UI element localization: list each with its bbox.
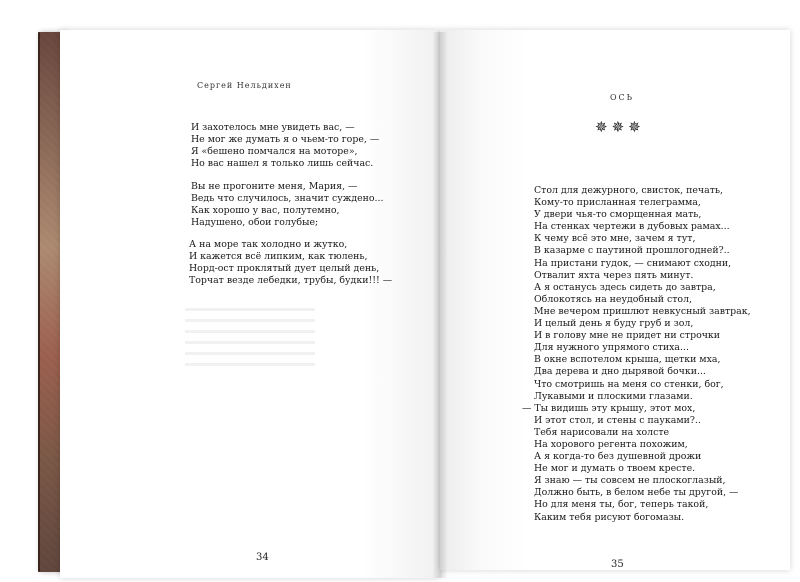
verse-line: И этот стол, и стены с пауками?..	[534, 414, 701, 426]
verse-line: Должно быть, в белом небе ты другой, —	[534, 487, 739, 499]
verse-line: Как хорошо у вас, полутемно,	[191, 205, 340, 216]
stanza-2	[191, 181, 384, 229]
verse-line: Что смотришь на меня со стенки, бог,	[534, 378, 724, 390]
verse-line: Тебя нарисовали на холсте	[534, 426, 670, 438]
verse-line: Лукавыми и плоскими глазами.	[534, 390, 693, 402]
stanza-3	[189, 239, 392, 287]
verse-line: Надушено, обои голубые;	[191, 217, 319, 228]
verse-line: И целый день я буду груб и зол,	[534, 318, 694, 330]
verse-line: А я останусь здесь сидеть до завтра,	[534, 281, 716, 293]
left-page-number: 34	[256, 552, 269, 563]
verse-line: На хорового регента похожим,	[534, 438, 688, 450]
verse-line: Торчат везде лебедки, трубы, будки!!! —	[189, 275, 393, 286]
verse-line: Отвалит яхта через пять минут.	[534, 269, 694, 281]
verse-line: Я «бешено помчался на моторе»,	[191, 146, 358, 157]
verse-line: — Ты видишь эту крышу, этот мох,	[522, 402, 696, 414]
verse-line: И кажется всё липким, как тюлень,	[189, 251, 368, 262]
verse-line: Норд-ост проклятый дует целый день,	[189, 263, 380, 274]
verse-line: Но для меня ты, бог, теперь такой,	[534, 499, 709, 511]
verse-line: Вы не прогоните меня, Мария, —	[191, 181, 358, 192]
right-page-number: 35	[611, 559, 624, 570]
verse-line: И в голову мне не придет ни строчки	[534, 330, 721, 342]
verse-line: А на море так холодно и жутко,	[189, 239, 348, 250]
three-stars-ornament: ✵✵✵	[595, 118, 645, 136]
verse-line: Стол для дежурного, свисток, печать,	[534, 185, 723, 196]
book-gutter	[433, 32, 447, 578]
verse-line: Два дерева и дно дырявой бочки...	[534, 366, 706, 378]
verse-line: На стенках чертежи в дубовых рамах...	[534, 221, 730, 233]
verse-line: Не мог и думать о твоем кресте.	[534, 463, 696, 475]
poem-body	[522, 185, 751, 524]
verse-line: Ведь что случилось, значит суждено...	[191, 193, 384, 204]
verse-line: Для нужного упрямого стиха...	[534, 342, 689, 354]
show-through-text	[185, 300, 315, 374]
left-running-head: Сергей Нельдихен	[197, 81, 292, 90]
verse-line: Мне вечером пришлют невкусный завтрак,	[534, 305, 751, 317]
verse-line: Не мог же думать я о чьем-то горе, —	[191, 134, 380, 145]
verse-line: У двери чья-то сморщенная мать,	[534, 209, 702, 221]
verse-line: И захотелось мне увидеть вас, —	[191, 122, 355, 133]
verse-line: Я знаю — ты совсем не плоскоглазый,	[534, 475, 726, 487]
verse-line: Но вас нашел я только лишь сейчас.	[191, 158, 374, 169]
verse-line: Кому-то присланная телеграмма,	[534, 197, 701, 209]
right-running-head: ОСЬ	[610, 93, 635, 102]
verse-line: Облокотясь на неудобный стол,	[534, 293, 693, 305]
verse-line: А я когда-то без душевной дрожи	[534, 451, 702, 463]
verse-line: К чему всё это мне, зачем я тут,	[534, 233, 696, 245]
verse-line: В казарме с паутиной прошлогодней?..	[534, 245, 730, 257]
stanza-1	[191, 122, 379, 170]
verse-line: На пристани гудок, — снимают сходни,	[534, 257, 732, 269]
verse-line: Каким тебя рисуют богомазы.	[534, 511, 685, 523]
verse-line: В окне вспотелом крыша, щетки мха,	[534, 354, 721, 366]
